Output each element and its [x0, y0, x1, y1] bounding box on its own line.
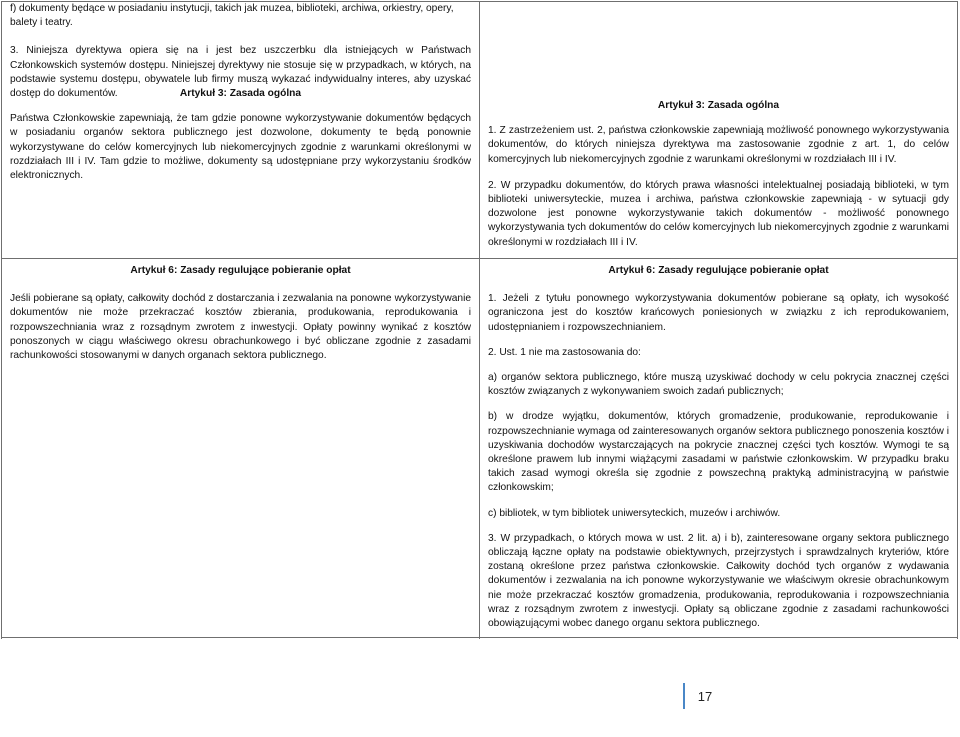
table-row-divider — [1, 258, 958, 259]
art3-right-heading: Artykuł 3: Zasada ogólna — [657, 100, 780, 111]
left-bottom-cell — [2, 264, 479, 363]
art6-left-body: Jeśli pobierane są opłaty, całkowity dochód z dostarczania i zezwalania na ponowne wykorzystywanie dokumentów nie może przekraczać kosztów zbierania, produkowania, reprodukowania i rozpowszechniania wraz z rozsądnym zwrotem z inwestycji. Opłaty powinny wynikać z kosztów ponoszonych w ciągu właściwego okresu obrachunkowego i być obliczane zgodnie z zasadami rachunkowości stosowanymi w danych organach sektora publicznego. — [10, 293, 471, 362]
art3-left-body: Państwa Członkowskie zapewniają, że tam gdzie ponowne wykorzystywanie dokumentów będących w posiadaniu organów sektora publicznego jest dozwolone, dokumenty te będą ponownie wykorzystywane do celów komercyjnych lub niekomercyjnych zgodnie z warunkami określonymi w rozdziałach III i IV. Tam gdzie to możliwe, dokumenty są udostępniane przy wykorzystaniu środków elektronicznych. — [10, 113, 471, 182]
art6-right-p2: 2. Ust. 1 nie ma zastosowania do: — [488, 346, 641, 358]
art6-right-p1: 1. Jeżeli z tytułu ponownego wykorzystywania dokumentów pobierane są opłaty, ich wysokość ograniczona jest do kosztów krańcowych poniesionych w związku z ich reprodukowaniem, udostępnianiem i rozpowszechnianiem. — [488, 293, 949, 333]
right-bottom-cell — [480, 264, 957, 631]
art6-right-pc: c) bibliotek, w tym bibliotek uniwersyteckich, muzeów i archiwów. — [488, 507, 781, 519]
comparison-table — [1, 1, 958, 639]
item-3-text: 3. Niniejsza dyrektywa opiera się na i jest bez uszczerbku dla istniejących w Państwach Członkowskich systemów dostępu. Niniejszej dyrektywy nie stosuje się w przypadkach, w których, na podstawie systemu dostępu, obywatele lub firmy muszą wykazać indywidualny interes, aby uzyskać dostęp do dokumentów. — [10, 45, 471, 100]
art6-right-pb: b) w drodze wyjątku, dokumentów, których gromadzenie, produkowanie, reprodukowanie i rozpowszechnianie wymaga od zainteresowanych organów sektora publicznego ponoszenia kosztów i uzyskiwania dochodów wystarczających na pokrycie znacznej części tych kosztów. Wymogi te są określone prawem lub innymi wiążącymi zasadami w państwie członkowskim. W przypadku braku takich zasad wymogi określa się zgodnie z powszechną praktyką administracyjną w państwie członkowskim; — [488, 411, 949, 494]
table-border-bottom — [1, 637, 958, 638]
table-border-right — [957, 2, 958, 639]
right-top-cell — [480, 99, 957, 250]
art6-right-heading: Artykuł 6: Zasady regulujące pobieranie opłat — [608, 265, 829, 276]
left-top-cell — [2, 2, 479, 183]
art6-left-heading: Artykuł 6: Zasady regulujące pobieranie opłat — [130, 265, 351, 276]
art3-right-p1: 1. Z zastrzeżeniem ust. 2, państwa członkowskie zapewniają możliwość ponownego wykorzystywania dokumentów, do których niniejsza dyrektywa ma zastosowanie zgodnie z art. 1, do celów komercyjnych lub niekomercyjnych zgodnie z warunkami określonymi w rozdziałach III i IV. — [488, 125, 949, 165]
page-number: 17 — [683, 683, 725, 709]
art3-right-p2: 2. W przypadku dokumentów, do których prawa własności intelektualnej posiadają biblioteki, w tym biblioteki uniwersyteckie, muzea i archiwa, państwa członkowskie zapewniają - w sytuacji gdy dozwolone jest ponowne wykorzystywanie takich dokumentów - możliwość ponownego wykorzystywania tych dokumentów do celów komercyjnych lub niekomercyjnych zgodnie z warunkami określonymi w rozdziałach III i IV. — [488, 179, 949, 248]
art6-right-pa: a) organów sektora publicznego, które muszą uzyskiwać dochody w celu pokrycia znacznej części kosztów związanych z wykonywaniem swoich zadań publicznych; — [488, 372, 949, 398]
art3-left-heading: Artykuł 3: Zasada ogólna — [179, 88, 302, 100]
art6-right-p3: 3. W przypadkach, o których mowa w ust. 2 lit. a) i b), zainteresowane organy sektora publicznego obliczają łączne opłaty na podstawie obiektywnych, przejrzystych i sprawdzalnych kryteriów, które zostaną określone przez państwa członkowskie. Całkowity dochód tych organów z wydawania dokumentów i zezwalania na ich ponowne wykorzystywanie we właściwym okresie obrachunkowym nie może przekraczać kosztów gromadzenia, produkowania, reprodukowania i rozpowszechniania wraz z rozsądnym zwrotem z inwestycji. Opłaty są obliczane zgodnie z zasadami rachunkowości obowiązującymi wobec danego organu sektora publicznego. — [488, 532, 949, 630]
item-f-text: f) dokumenty będące w posiadaniu instytucji, takich jak muzea, biblioteki, archiwa, orkiestry, opery, balety i teatry. — [10, 3, 454, 29]
